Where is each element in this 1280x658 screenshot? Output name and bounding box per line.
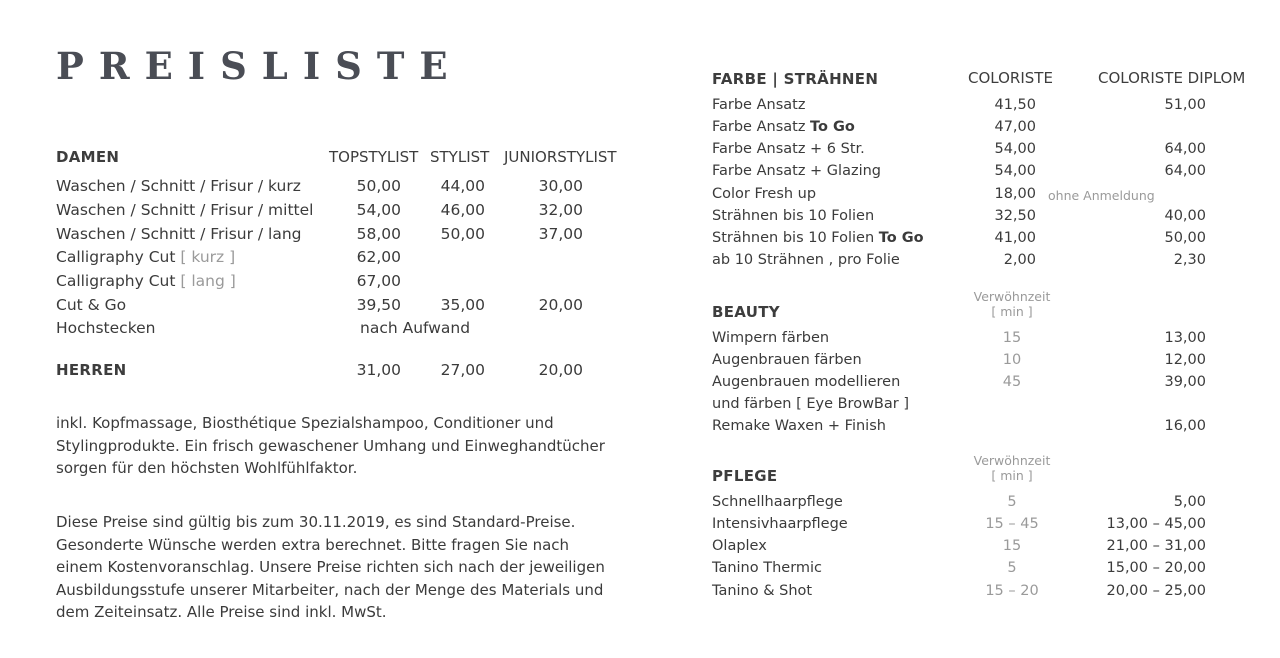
- price-junior: 37,00: [538, 225, 583, 243]
- service-description: inkl. Kopfmassage, Biosthétique Spezialshampoo, Conditioner und Stylingprodukte. Ein frisch gewaschener Umhang und Einweghandtücher sorgen für den höchsten Wohlfühlfaktor.: [56, 414, 605, 477]
- beauty-heading: BEAUTY: [712, 303, 780, 321]
- size-note: [ lang ]: [180, 272, 236, 290]
- price-top: 50,00: [356, 177, 401, 195]
- price-coloriste: 47,00: [994, 119, 1036, 135]
- pflege-heading: PFLEGE: [712, 467, 778, 485]
- list-item: ab 10 Strähnen , pro Folie: [712, 252, 900, 268]
- price-coloriste: 54,00: [994, 163, 1036, 179]
- col-coloriste: COLORISTE: [968, 69, 1053, 87]
- price-top: 39,50: [356, 296, 401, 314]
- list-item: Remake Waxen + Finish: [712, 418, 886, 434]
- price: 21,00 – 31,00: [1106, 538, 1206, 554]
- price-diplom: 64,00: [1164, 163, 1206, 179]
- size-note: [ kurz ]: [180, 248, 236, 266]
- to-go-label: To Go: [810, 119, 855, 135]
- price: 16,00: [1164, 418, 1206, 434]
- herren-heading: HERREN: [56, 361, 127, 379]
- list-item: Strähnen bis 10 Folien: [712, 208, 875, 224]
- price-diplom: 64,00: [1164, 141, 1206, 157]
- list-item: Farbe Ansatz + 6 Str.: [712, 141, 865, 157]
- duration: 5: [1007, 494, 1017, 510]
- duration: 45: [1002, 374, 1022, 390]
- list-item: Intensivhaarpflege: [712, 516, 848, 532]
- list-item: Wimpern färben: [712, 330, 830, 346]
- price-coloriste: 41,50: [994, 97, 1036, 113]
- list-item: Augenbrauen färben: [712, 352, 862, 368]
- price-junior: 30,00: [538, 177, 583, 195]
- verwoehnzeit-label: Verwöhnzeit: [973, 453, 1051, 468]
- duration: 5: [1007, 560, 1017, 576]
- duration: 15 – 20: [985, 583, 1039, 599]
- price-diplom: 2,30: [1173, 252, 1206, 268]
- herren-price-top: 31,00: [356, 361, 401, 379]
- damen-heading: DAMEN: [56, 148, 120, 166]
- price-top: nach Aufwand: [360, 319, 471, 337]
- price-top: 58,00: [356, 225, 401, 243]
- list-item: Cut & Go: [56, 296, 127, 314]
- list-item: Hochstecken: [56, 319, 156, 337]
- farbe-heading: FARBE | STRÄHNEN: [712, 70, 879, 88]
- price: 20,00 – 25,00: [1106, 583, 1206, 599]
- price-junior: 20,00: [538, 296, 583, 314]
- list-item: Waschen / Schnitt / Frisur / mittel: [56, 201, 314, 219]
- price-coloriste: 54,00: [994, 141, 1036, 157]
- price: 12,00: [1164, 352, 1206, 368]
- price-coloriste: 18,00: [994, 186, 1036, 202]
- price: 39,00: [1164, 374, 1206, 390]
- herren-price-junior: 20,00: [538, 361, 583, 379]
- verwoehnzeit-unit: [ min ]: [991, 468, 1033, 483]
- price-stylist: 35,00: [440, 296, 485, 314]
- list-item: Tanino & Shot: [712, 583, 813, 599]
- price-stylist: 46,00: [440, 201, 485, 219]
- list-item: Augenbrauen modellieren: [712, 374, 901, 390]
- duration: 15 – 45: [985, 516, 1039, 532]
- list-item: Olaplex: [712, 538, 767, 554]
- col-juniorstylist: JUNIORSTYLIST: [504, 148, 617, 166]
- col-coloriste-diplom: COLORISTE DIPLOM: [1098, 69, 1246, 87]
- duration: 15: [1002, 538, 1022, 554]
- price-coloriste: 2,00: [1003, 252, 1036, 268]
- price-stylist: 44,00: [440, 177, 485, 195]
- list-item: Color Fresh up: [712, 186, 817, 202]
- duration: 10: [1002, 352, 1022, 368]
- price: 13,00 – 45,00: [1106, 516, 1206, 532]
- price: 5,00: [1173, 494, 1206, 510]
- price-coloriste: 41,00: [994, 230, 1036, 246]
- price-stylist: 50,00: [440, 225, 485, 243]
- page-title: PREISLISTE: [56, 44, 463, 88]
- price-top: 67,00: [356, 272, 401, 290]
- list-item: Farbe Ansatz To Go: [712, 119, 855, 135]
- verwoehnzeit-unit: [ min ]: [991, 304, 1033, 319]
- price-top: 54,00: [356, 201, 401, 219]
- list-item: Schnellhaarpflege: [712, 494, 843, 510]
- price-junior: 32,00: [538, 201, 583, 219]
- price-diplom: 51,00: [1164, 97, 1206, 113]
- ohne-anmeldung-note: ohne Anmeldung: [1048, 188, 1155, 203]
- price-diplom: 50,00: [1164, 230, 1206, 246]
- list-item: Calligraphy Cut [ kurz ]: [56, 248, 236, 266]
- price-top: 62,00: [356, 248, 401, 266]
- herren-price-stylist: 27,00: [440, 361, 485, 379]
- list-item: Waschen / Schnitt / Frisur / kurz: [56, 177, 301, 195]
- list-item: Waschen / Schnitt / Frisur / lang: [56, 225, 302, 243]
- list-item: und färben [ Eye BrowBar ]: [712, 396, 909, 412]
- price-diplom: 40,00: [1164, 208, 1206, 224]
- list-item: Farbe Ansatz: [712, 97, 806, 113]
- price: 13,00: [1164, 330, 1206, 346]
- list-item: Farbe Ansatz + Glazing: [712, 163, 881, 179]
- duration: 15: [1002, 330, 1022, 346]
- list-item: Tanino Thermic: [712, 560, 823, 576]
- col-stylist: STYLIST: [430, 148, 490, 166]
- to-go-label: To Go: [878, 230, 924, 246]
- price-coloriste: 32,50: [994, 208, 1036, 224]
- col-topstylist: TOPSTYLIST: [329, 148, 419, 166]
- verwoehnzeit-label: Verwöhnzeit: [973, 289, 1051, 304]
- price-disclaimer: Diese Preise sind gültig bis zum 30.11.2019, es sind Standard-Preise. Gesonderte Wünsche werden extra berechnet. Bitte fragen Sie nach einem Kostenvoranschlag. Unsere Preise richten sich nach der jeweiligen Ausbildungsstufe unserer Mitarbeiter, nach der Menge des Materials und dem Zeiteinsatz. Alle Preise sind inkl. MwSt.: [56, 513, 605, 621]
- price: 15,00 – 20,00: [1106, 560, 1206, 576]
- list-item: Strähnen bis 10 Folien To Go: [712, 230, 924, 246]
- list-item: Calligraphy Cut [ lang ]: [56, 272, 236, 290]
